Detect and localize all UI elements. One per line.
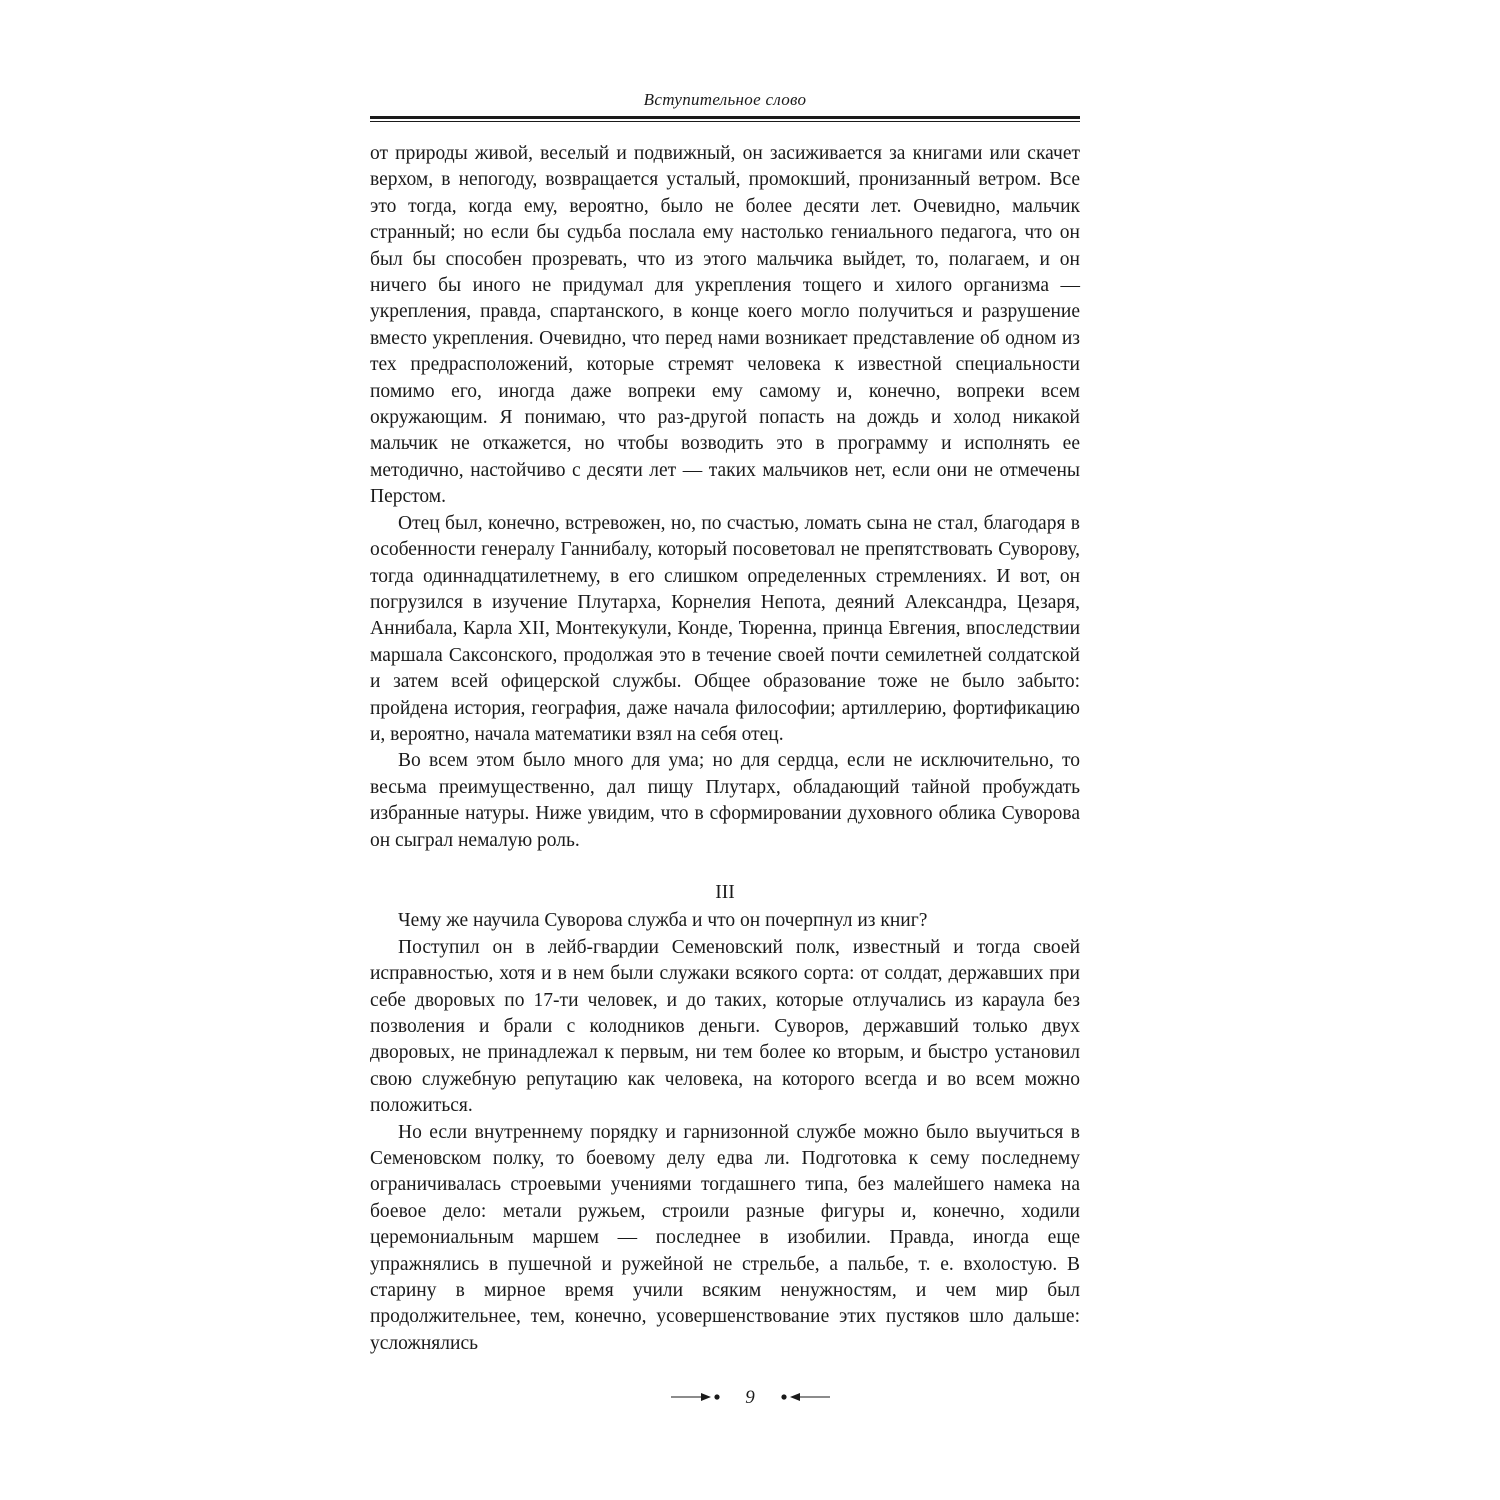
paragraph: Во всем этом было много для ума; но для сердца, если не исключительно, то весьма преимущественно, дал пищу Плутарх, обладающий тайной пробуждать избранные натуры. Ниже увидим, что в сформировании духовного облика Суворова он сыграл немалую роль.: [370, 750, 1080, 851]
paragraph: Но если внутреннему порядку и гарнизонной службе можно было выучиться в Семеновском полку, то боевому делу едва ли. Подготовка к сему последнему ограничивалась строевыми учениями тогдашнего типа, без малейшего намека на боевое дело: метали ружьем, строили разные фигуры и, конечно, ходили церемониальным маршем — последнее в изобилии. Правда, иногда еще упражнялись в пушечной и ружейной не стрельбе, а пальбе, т. е. вхолостую. В старину в мирное время учили всяким ненужностям, и чем мир был продолжительнее, тем, конечно, усовершенствование этих пустяков шло дальше: усложнялись: [370, 1121, 1080, 1354]
page-footer: [0, 1384, 1500, 1411]
body-text: [370, 141, 1080, 1357]
header-rule-thick: [370, 116, 1080, 119]
right-ornament-icon: [778, 1385, 830, 1411]
running-head: Вступительное слово: [643, 90, 807, 109]
paragraph: Чему же научила Суворова служба и что он почерпнул из книг?: [398, 910, 928, 932]
page-number: 9: [745, 1386, 755, 1408]
paragraph: от природы живой, веселый и подвижный, он засиживается за книгами или скачет верхом, в непогоду, возвращается усталый, промокший, пронизанный ветром. Все это тогда, когда ему, вероятно, было не более десяти лет. Очевидно, мальчик странный; но если бы судьба послала ему настолько гениального педагога, что он был бы способен прозревать, что из этого мальчика выйдет, то, полагаем, и он ничего бы иного не придумал для укрепления тощего и хилого организма — укрепления, правда, спартанского, в конце коего могло получиться и разрушение вместо укрепления. Очевидно, что перед нами возникает представление об одном из тех предрасположений, которые стремят человека к известной специальности помимо его, иногда даже вопреки ему самому и, конечно, вопреки всем окружающим. Я понимаю, что раз-другой попасть на дождь и холод никакой мальчик не откажется, но чтобы возводить это в программу и исполнять ее методично, настойчиво с десяти лет — таких мальчиков нет, если они не отмечены Перстом.: [370, 143, 1080, 508]
left-ornament-icon: [671, 1385, 723, 1411]
paragraph: Поступил он в лейб-гвардии Семеновский полк, известный и тогда своей исправностью, хотя и в нем были служаки всякого сорта: от солдат, державших при себе дворовых по 17-ти человек, и до таких, которые отлучались из караула без позволения и брали с колодников деньги. Суворов, державший только двух дворовых, не принадлежал к первым, ни тем более ко вторым, и быстро установил свою служебную репутацию как человека, на которого всегда и во всем можно положиться.: [370, 936, 1080, 1117]
section-heading: III: [715, 881, 735, 903]
book-page: [370, 88, 1080, 1357]
header-rule-thin: [370, 121, 1080, 122]
paragraph: Отец был, конечно, встревожен, но, по счастью, ломать сына не стал, благодаря в особенности генералу Ганнибалу, который посоветовал не препятствовать Суворову, тогда одиннадцатилетнему, в его слишком определенных стремлениях. И вот, он погрузился в изучение Плутарха, Корнелия Непота, деяний Александра, Цезаря, Аннибала, Карла XII, Монтекукули, Конде, Тюренна, принца Евгения, впоследствии маршала Саксонского, продолжая это в течение своей почти семилетней солдатской и затем всей офицерской службы. Общее образование тоже не было забыто: пройдена история, география, даже начала философии; артиллерию, фортификацию и, вероятно, начала математики взял на себя отец.: [370, 512, 1080, 745]
